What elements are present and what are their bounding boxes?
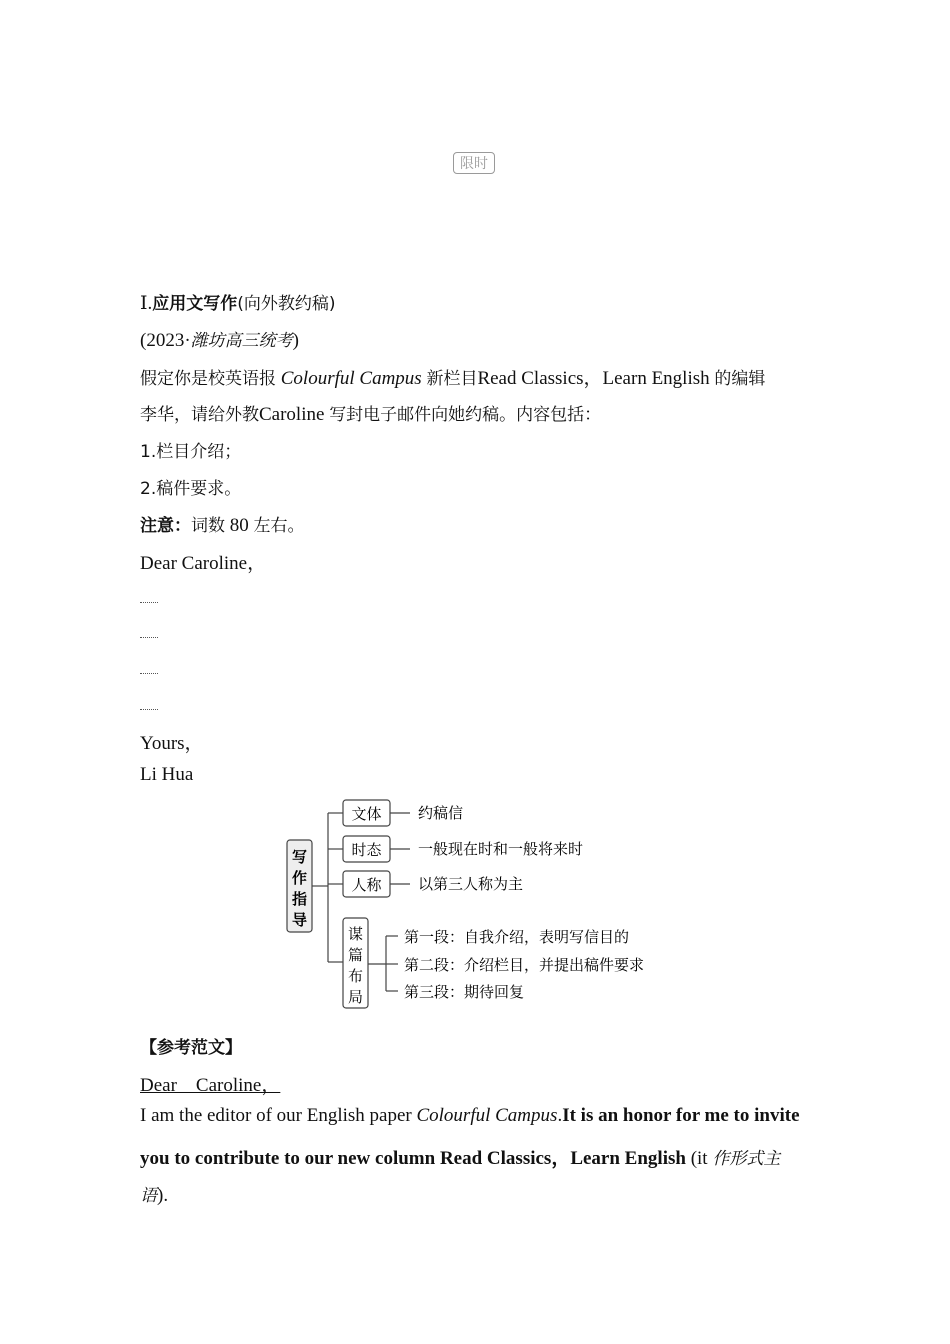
task-text: 新栏目 (426, 369, 478, 389)
task-text: 的编辑 (714, 369, 766, 389)
paragraph-plan: 第一段：自我介绍，表明写信目的 (404, 928, 630, 946)
answer-blank (140, 709, 158, 710)
sample-text: I am the editor of our English paper (140, 1105, 417, 1126)
node-label: 人称 (351, 876, 382, 894)
sample-text: (it (685, 1148, 713, 1169)
item-text: 1.栏目介绍； (140, 442, 242, 462)
task-text: 李华，请给外教 (140, 405, 259, 425)
letter-greeting: Dear Caroline， (140, 553, 267, 574)
sample-heading-text: 【参考范文】 (140, 1038, 242, 1058)
task-line-2 (140, 400, 601, 426)
sample-text: ). (157, 1185, 169, 1206)
task-text: 假定你是校英语报 (140, 369, 276, 389)
source-open: (2023· (140, 330, 191, 351)
sample-text: . (557, 1105, 563, 1126)
source-line (140, 326, 299, 352)
layout-node-char: 谋 (347, 925, 364, 943)
paper-name: Colourful Campus (280, 368, 422, 389)
writing-guide-diagram (270, 790, 690, 1020)
root-char: 导 (291, 911, 308, 929)
paper-name: Colourful Campus (416, 1105, 558, 1126)
source-close: ) (292, 330, 299, 351)
task-text: 写封电子邮件向她约稿。内容包括： (329, 405, 602, 425)
teacher-name: Caroline (259, 404, 325, 425)
root-char: 作 (291, 869, 308, 887)
source-place: 潍坊高三统考 (190, 331, 293, 351)
item-text: 2.稿件要求。 (140, 479, 242, 499)
content-item-1 (140, 437, 241, 463)
node-label: 文体 (351, 805, 382, 823)
time-limit-badge: 限时 (453, 152, 495, 174)
note-label: 注意： (140, 516, 191, 536)
sample-heading (140, 1033, 242, 1059)
section-heading (140, 289, 336, 315)
note-number: 80 (229, 515, 249, 536)
root-char: 指 (291, 890, 308, 908)
node-desc: 以第三人称为主 (418, 875, 524, 893)
note-text: 词数 (191, 516, 225, 536)
layout-node-char: 局 (347, 988, 364, 1006)
paragraph-plan: 第二段：介绍栏目，并提出稿件要求 (404, 956, 645, 974)
answer-blank (140, 602, 158, 603)
sample-line-1 (140, 1105, 800, 1127)
grammar-note: 作形式主 (712, 1149, 781, 1169)
section-title: 应用文写作 (152, 294, 238, 314)
section-number: Ⅰ. (140, 293, 153, 314)
sample-line-3 (140, 1181, 168, 1207)
paragraph-plan: 第三段：期待回复 (404, 983, 525, 1001)
sample-line-2 (140, 1143, 780, 1170)
node-desc: 约稿信 (418, 804, 464, 822)
node-desc: 一般现在时和一般将来时 (418, 840, 584, 858)
word-count-note (140, 511, 305, 537)
layout-node-char: 布 (347, 967, 364, 985)
letter-closing: Yours， (140, 733, 204, 754)
answer-blank (140, 673, 158, 674)
answer-blank (140, 637, 158, 638)
layout-node-char: 篇 (347, 946, 364, 964)
root-char: 写 (291, 848, 308, 866)
sample-bold-text: It is an honor for me to invite (562, 1105, 800, 1126)
column-name: Read Classics，Learn English (477, 368, 710, 389)
note-text: 左右。 (253, 516, 305, 536)
task-line-1 (140, 363, 765, 390)
sample-bold-text: you to contribute to our new column Read Classics，Learn English (140, 1148, 686, 1169)
grammar-note: 语 (140, 1186, 157, 1206)
content-item-2 (140, 474, 241, 500)
section-subtitle: (向外教约稿) (237, 294, 336, 314)
letter-signature: Li Hua (140, 764, 194, 785)
sample-greeting: Dear Caroline， (140, 1075, 281, 1096)
node-label: 时态 (351, 841, 382, 859)
